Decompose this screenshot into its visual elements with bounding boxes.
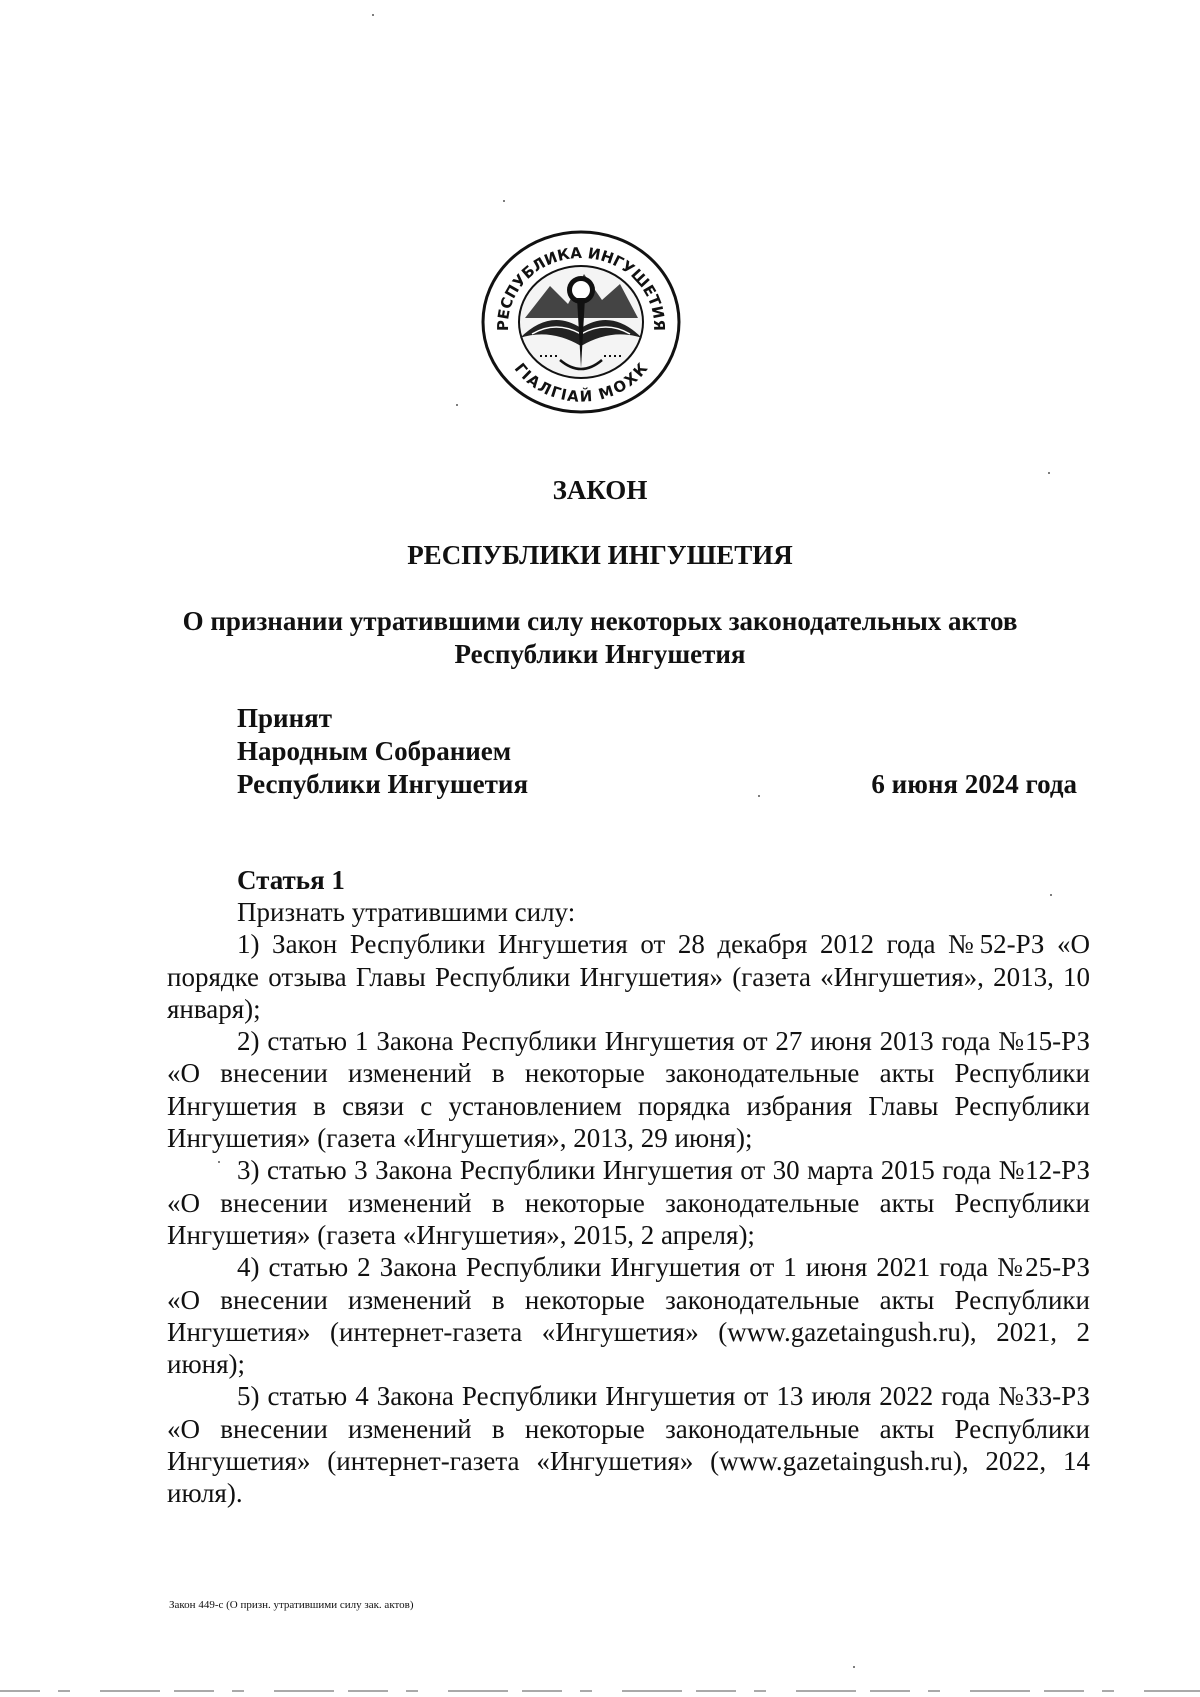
law-heading: ЗАКОН (552, 475, 648, 505)
adopted-line-2: Народным Собранием (237, 736, 512, 766)
scan-speck (1050, 894, 1052, 896)
article-title: Статья 1 (237, 865, 345, 895)
subject-title-line-1: О признании утратившими силу некоторых законодательных актов (182, 606, 1018, 636)
scan-speck (372, 14, 374, 16)
scan-speck (218, 1161, 220, 1163)
article-intro: Признать утратившими силу: (237, 897, 576, 927)
article-item: 1) Закон Республики Ингушетия от 28 декабря 2012 года №52-РЗ «О порядке отзыва Главы Республики Ингушетия» (газета «Ингушетия», 2013, 10 января); (167, 929, 1090, 1024)
article-body (167, 896, 1090, 1510)
emblem-bottom-text: ГIАЛГIАЙ МОХК (510, 359, 652, 406)
scan-speck (853, 1666, 855, 1668)
article-item: 3) статью 3 Закона Республики Ингушетия от 30 марта 2015 года №12-РЗ «О внесении изменений в некоторые законодательные акты Республики Ингушетия» (газета «Ингушетия», 2015, 2 апреля); (167, 1155, 1090, 1250)
adoption-block (237, 702, 1077, 801)
footer-note: Закон 449-с (О призн. утратившими силу зак. актов) (169, 1599, 414, 1611)
subject-title-line-2: Республики Ингушетия (454, 639, 746, 669)
adopted-line-3: Республики Ингушетия (237, 769, 529, 799)
adoption-date: 6 июня 2024 года (871, 769, 1077, 799)
emblem-top-text: РЕСПУБЛИКА ИНГУШЕТИЯ (493, 243, 669, 332)
scan-edge-line (0, 1690, 1200, 1692)
scan-speck (758, 795, 760, 797)
scan-speck (456, 404, 458, 406)
republic-heading: РЕСПУБЛИКИ ИНГУШЕТИЯ (407, 540, 793, 570)
article-item: 5) статью 4 Закона Республики Ингушетия от 13 июля 2022 года №33-РЗ «О внесении изменений в некоторые законодательные акты Республики Ингушетия» (интернет-газета «Ингушетия» (www.gazetaingush.ru), 2022, 14 июля). (167, 1381, 1090, 1509)
article-item: 4) статью 2 Закона Республики Ингушетия от 1 июня 2021 года №25-РЗ «О внесении изменений в некоторые законодательные акты Республики Ингушетия» (интернет-газета «Ингушетия» (www.gazetaingush.ru), 2021, 2 июня); (167, 1252, 1090, 1380)
coat-of-arms-emblem (480, 228, 682, 416)
scan-speck (503, 200, 505, 202)
article-item: 2) статью 1 Закона Республики Ингушетия от 27 июня 2013 года №15-РЗ «О внесении изменений в некоторые законодательные акты Республики Ингушетия в связи с установлением порядка избрания Главы Республики Ингушетия» (газета «Ингушетия», 2013, 29 июня); (167, 1026, 1090, 1154)
adopted-line-1: Принят (237, 703, 333, 733)
scan-speck (1048, 472, 1050, 474)
